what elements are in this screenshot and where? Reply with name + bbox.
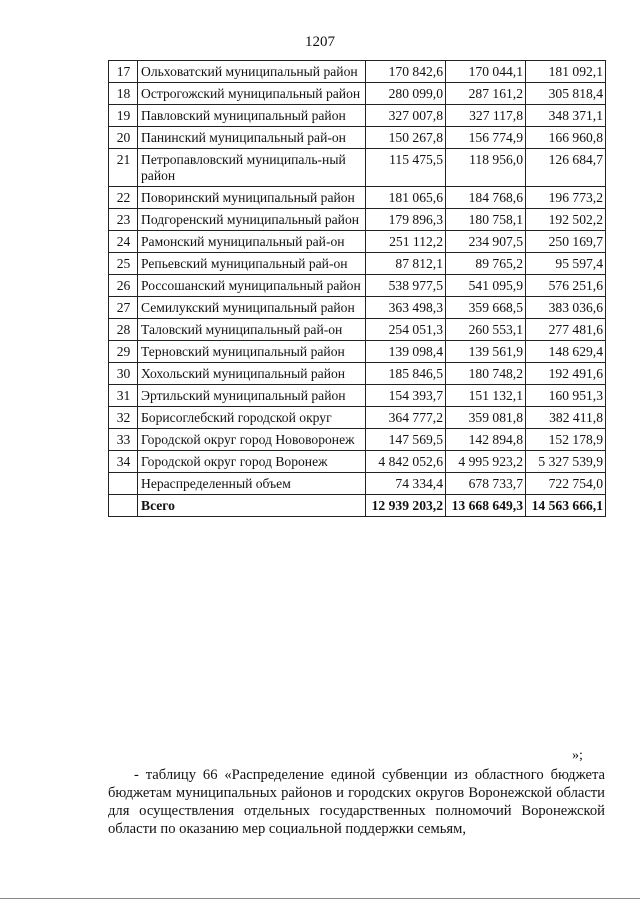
table-row: [109, 209, 606, 231]
value-year-3: 250 169,7: [526, 231, 606, 253]
total-number-cell: [109, 495, 138, 517]
district-name: Петропавловский муниципаль-ный район: [138, 149, 366, 187]
table-row: [109, 231, 606, 253]
table-row: [109, 341, 606, 363]
table-row: [109, 105, 606, 127]
value-year-1: 181 065,6: [366, 187, 446, 209]
value-year-2: 234 907,5: [446, 231, 526, 253]
row-number: 26: [109, 275, 138, 297]
district-name: Городской округ город Воронеж: [138, 451, 366, 473]
district-name: Ольховатский муниципальный район: [138, 61, 366, 83]
value-year-3: 192 491,6: [526, 363, 606, 385]
district-name: Репьевский муниципальный рай-он: [138, 253, 366, 275]
value-year-1: 154 393,7: [366, 385, 446, 407]
district-name: Хохольский муниципальный район: [138, 363, 366, 385]
table-row: [109, 451, 606, 473]
value-year-3: 5 327 539,9: [526, 451, 606, 473]
value-year-1: 364 777,2: [366, 407, 446, 429]
value-year-2: 184 768,6: [446, 187, 526, 209]
value-year-2: 89 765,2: [446, 253, 526, 275]
value-year-2: 180 758,1: [446, 209, 526, 231]
value-year-3: 348 371,1: [526, 105, 606, 127]
row-number: 22: [109, 187, 138, 209]
row-number: 25: [109, 253, 138, 275]
value-year-1: 280 099,0: [366, 83, 446, 105]
value-year-2: 359 668,5: [446, 297, 526, 319]
value-year-3: 166 960,8: [526, 127, 606, 149]
value-year-2: 156 774,9: [446, 127, 526, 149]
table-row: [109, 407, 606, 429]
row-number: 17: [109, 61, 138, 83]
value-year-1: 251 112,2: [366, 231, 446, 253]
value-year-3: 192 502,2: [526, 209, 606, 231]
row-number: 21: [109, 149, 138, 187]
value-year-3: 576 251,6: [526, 275, 606, 297]
district-name: Нераспределенный объем: [138, 473, 366, 495]
table-row: [109, 363, 606, 385]
row-number: 18: [109, 83, 138, 105]
row-number: [109, 473, 138, 495]
value-year-2: 139 561,9: [446, 341, 526, 363]
table-body: [109, 61, 606, 517]
district-name: Россошанский муниципальный район: [138, 275, 366, 297]
row-number: 34: [109, 451, 138, 473]
district-name: Острогожский муниципальный район: [138, 83, 366, 105]
district-name: Панинский муниципальный рай-он: [138, 127, 366, 149]
value-year-2: 180 748,2: [446, 363, 526, 385]
total-year-3: 14 563 666,1: [526, 495, 606, 517]
value-year-1: 87 812,1: [366, 253, 446, 275]
district-name: Таловский муниципальный рай-он: [138, 319, 366, 341]
row-number: 19: [109, 105, 138, 127]
value-year-1: 254 051,3: [366, 319, 446, 341]
table-row: [109, 149, 606, 187]
value-year-3: 160 951,3: [526, 385, 606, 407]
value-year-2: 260 553,1: [446, 319, 526, 341]
value-year-2: 287 161,2: [446, 83, 526, 105]
table-row: [109, 83, 606, 105]
district-name: Подгоренский муниципальный район: [138, 209, 366, 231]
row-number: 23: [109, 209, 138, 231]
value-year-1: 179 896,3: [366, 209, 446, 231]
value-year-2: 142 894,8: [446, 429, 526, 451]
closing-quote: »;: [572, 748, 583, 763]
value-year-2: 327 117,8: [446, 105, 526, 127]
value-year-3: 305 818,4: [526, 83, 606, 105]
subvention-table: [108, 60, 606, 517]
table-row: [109, 429, 606, 451]
table-row: [109, 319, 606, 341]
total-year-2: 13 668 649,3: [446, 495, 526, 517]
district-name: Рамонский муниципальный рай-он: [138, 231, 366, 253]
value-year-1: 115 475,5: [366, 149, 446, 187]
bottom-rule: [0, 898, 640, 899]
row-number: 32: [109, 407, 138, 429]
table-row: [109, 187, 606, 209]
value-year-3: 126 684,7: [526, 149, 606, 187]
value-year-3: 196 773,2: [526, 187, 606, 209]
row-number: 24: [109, 231, 138, 253]
value-year-2: 359 081,8: [446, 407, 526, 429]
value-year-3: 148 629,4: [526, 341, 606, 363]
total-row: [109, 495, 606, 517]
district-name: Борисоглебский городской округ: [138, 407, 366, 429]
value-year-2: 151 132,1: [446, 385, 526, 407]
value-year-1: 4 842 052,6: [366, 451, 446, 473]
table-row: [109, 253, 606, 275]
value-year-1: 147 569,5: [366, 429, 446, 451]
value-year-1: 170 842,6: [366, 61, 446, 83]
row-number: 30: [109, 363, 138, 385]
value-year-1: 363 498,3: [366, 297, 446, 319]
total-year-1: 12 939 203,2: [366, 495, 446, 517]
table-row: [109, 297, 606, 319]
value-year-1: 185 846,5: [366, 363, 446, 385]
value-year-1: 327 007,8: [366, 105, 446, 127]
row-number: 20: [109, 127, 138, 149]
district-name: Городской округ город Нововоронеж: [138, 429, 366, 451]
value-year-2: 118 956,0: [446, 149, 526, 187]
value-year-2: 541 095,9: [446, 275, 526, 297]
value-year-3: 277 481,6: [526, 319, 606, 341]
value-year-1: 538 977,5: [366, 275, 446, 297]
value-year-2: 678 733,7: [446, 473, 526, 495]
district-name: Поворинский муниципальный район: [138, 187, 366, 209]
row-number: 28: [109, 319, 138, 341]
value-year-3: 382 411,8: [526, 407, 606, 429]
total-label: Всего: [138, 495, 366, 517]
district-name: Терновский муниципальный район: [138, 341, 366, 363]
district-name: Павловский муниципальный район: [138, 105, 366, 127]
row-number: 33: [109, 429, 138, 451]
table-row: [109, 61, 606, 83]
value-year-3: 181 092,1: [526, 61, 606, 83]
value-year-2: 170 044,1: [446, 61, 526, 83]
body-paragraph: - таблицу 66 «Распределение единой субвенции из областного бюджета бюджетам муниципальных районов и городских округов Воронежской области для осуществления отдельных государственных полномочий Воронежской области по оказанию мер социальной поддержки семьям,: [108, 767, 605, 837]
table-row: [109, 127, 606, 149]
row-number: 27: [109, 297, 138, 319]
row-number: 29: [109, 341, 138, 363]
district-name: Эртильский муниципальный район: [138, 385, 366, 407]
value-year-2: 4 995 923,2: [446, 451, 526, 473]
value-year-1: 150 267,8: [366, 127, 446, 149]
value-year-1: 74 334,4: [366, 473, 446, 495]
district-name: Семилукский муниципальный район: [138, 297, 366, 319]
table-row: [109, 385, 606, 407]
table-row: [109, 473, 606, 495]
value-year-3: 722 754,0: [526, 473, 606, 495]
value-year-3: 152 178,9: [526, 429, 606, 451]
value-year-3: 383 036,6: [526, 297, 606, 319]
row-number: 31: [109, 385, 138, 407]
value-year-3: 95 597,4: [526, 253, 606, 275]
value-year-1: 139 098,4: [366, 341, 446, 363]
table-row: [109, 275, 606, 297]
page-number: 1207: [305, 34, 335, 50]
